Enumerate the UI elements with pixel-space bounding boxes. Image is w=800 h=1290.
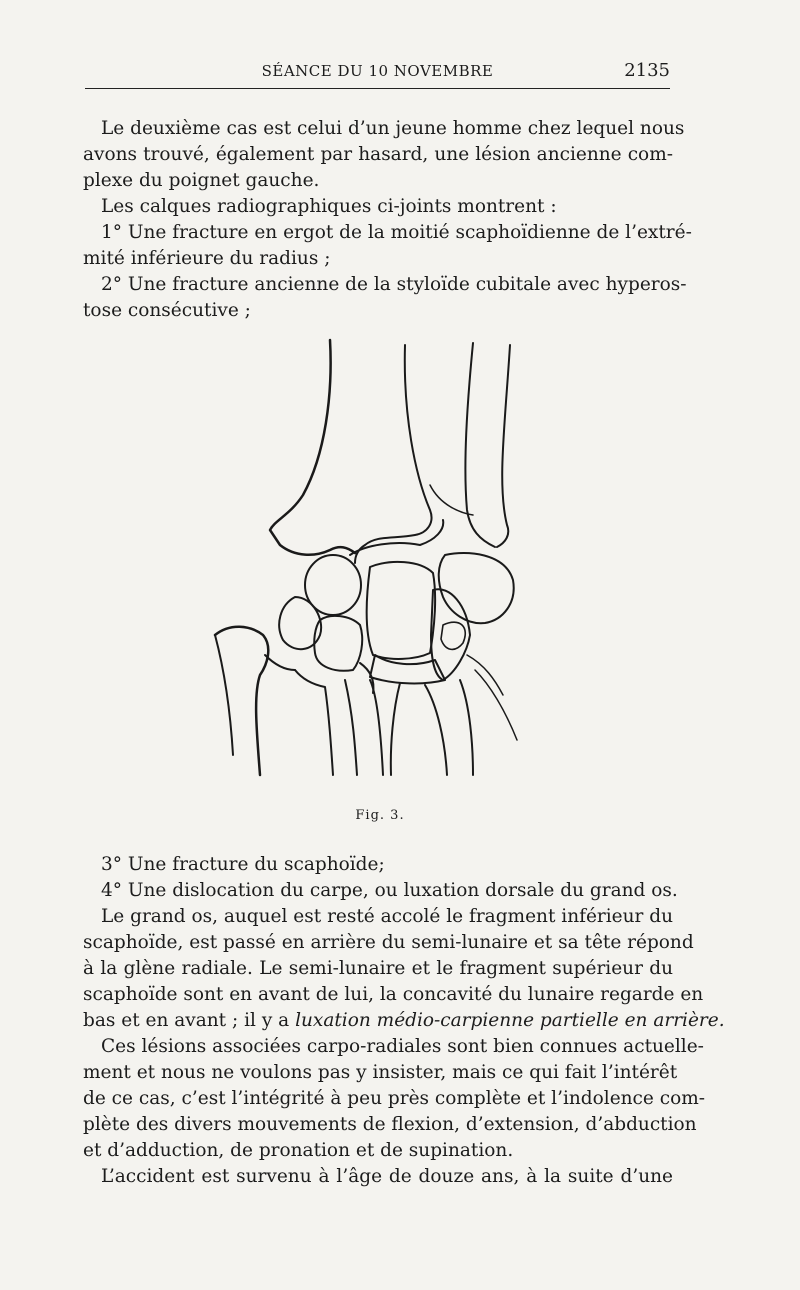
text-line: ment et nous ne voulons pas y insister, mais ce qui fait l’intérêt [83, 1062, 678, 1083]
text-line: scaphoïde, est passé en arrière du semi-lunaire et sa tête répond [83, 932, 694, 953]
text-line: tose consécutive ; [83, 300, 251, 321]
text-line: de ce cas, c’est l’intégrité à peu près complète et l’indolence com- [83, 1088, 706, 1109]
text-line: et d’adduction, de pronation et de supination. [83, 1140, 514, 1161]
text-line: plète des divers mouvements de flexion, d’extension, d’abduction [83, 1114, 697, 1135]
text-line: 2° Une fracture ancienne de la styloïde cubitale avec hyperos- [101, 274, 687, 295]
running-header [85, 58, 670, 89]
header-title: SÉANCE DU 10 NOVEMBRE [261, 62, 494, 80]
text-line: plexe du poignet gauche. [83, 170, 320, 191]
figure-caption: Fig. 3. [355, 808, 405, 823]
text-line: mité inférieure du radius ; [83, 248, 331, 269]
text-line: Ces lésions associées carpo-radiales sont bien connues actuelle- [101, 1036, 704, 1057]
text-line: Le grand os, auquel est resté accolé le fragment inférieur du [101, 906, 674, 927]
text-line [83, 1008, 725, 1034]
text-line: Le deuxième cas est celui d’un jeune homme chez lequel nous [101, 118, 685, 139]
page-number: 2135 [624, 60, 670, 81]
text-line: Les calques radiographiques ci-joints montrent : [101, 196, 557, 217]
bottom-text-block [83, 852, 725, 1190]
text-line: 4° Une dislocation du carpe, ou luxation dorsale du grand os. [101, 880, 678, 901]
top-text-block [83, 116, 692, 324]
text-line: 1° Une fracture en ergot de la moitié scaphoïdienne de l’extré- [101, 222, 692, 243]
text-line: 3° Une fracture du scaphoïde; [101, 854, 385, 875]
text-line: L’accident est survenu à l’âge de douze ans, à la suite d’une [101, 1166, 673, 1187]
text-line: à la glène radiale. Le semi-lunaire et le fragment supérieur du [83, 958, 673, 979]
text-line: scaphoïde sont en avant de lui, la concavité du lunaire regarde en [83, 984, 704, 1005]
italic-phrase: luxation médio-carpienne partielle en arrière. [295, 1010, 725, 1031]
wrist-radiograph-tracing [205, 335, 555, 785]
text-fragment: bas et en avant ; il y a [83, 1010, 290, 1031]
text-line: avons trouvé, également par hasard, une lésion ancienne com- [83, 144, 673, 165]
